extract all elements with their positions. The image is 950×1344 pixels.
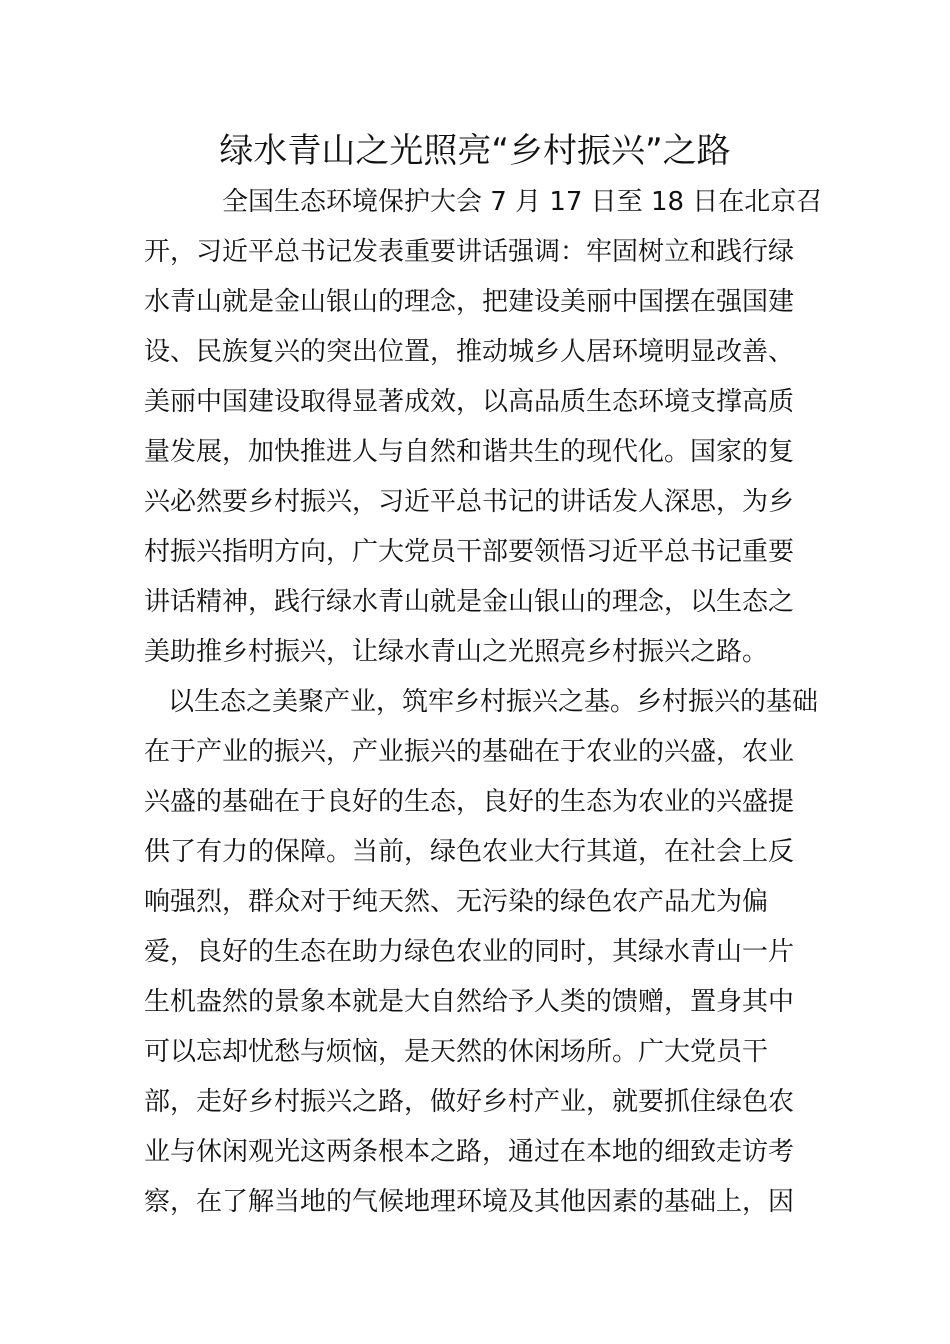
paragraph-line: 村振兴指明方向，广大党员干部要领悟习近平总书记重要 xyxy=(144,537,795,567)
document-title: 绿水青山之光照亮“乡村振兴”之路 xyxy=(219,131,731,171)
paragraph-line: 在于产业的振兴，产业振兴的基础在于农业的兴盛，农业 xyxy=(144,737,795,767)
paragraph-2 xyxy=(144,677,819,1227)
paragraph-line: 响强烈，群众对于纯天然、无污染的绿色农产品尤为偏 xyxy=(144,887,769,917)
paragraph-1 xyxy=(144,177,823,677)
paragraph-line: 水青山就是金山银山的理念，把建设美丽中国摆在强国建 xyxy=(144,287,795,317)
paragraph-line: 开，习近平总书记发表重要讲话强调：牢固树立和践行绿 xyxy=(144,237,795,267)
paragraph-line: 察，在了解当地的气候地理环境及其他因素的基础上，因 xyxy=(144,1187,795,1217)
paragraph-line: 爱，良好的生态在助力绿色农业的同时，其绿水青山一片 xyxy=(144,937,795,967)
paragraph-line: 生机盎然的景象本就是大自然给予人类的馈赠，置身其中 xyxy=(144,987,795,1017)
paragraph-line: 兴必然要乡村振兴，习近平总书记的讲话发人深思，为乡 xyxy=(144,487,795,517)
paragraph-line: 量发展，加快推进人与自然和谐共生的现代化。国家的复 xyxy=(144,437,795,467)
document-body xyxy=(144,177,823,1227)
paragraph-line: 设、民族复兴的突出位置，推动城乡人居环境明显改善、 xyxy=(144,337,795,367)
paragraph-line: 部，走好乡村振兴之路，做好乡村产业，就要抓住绿色农 xyxy=(144,1087,795,1117)
paragraph-line: 供了有力的保障。当前，绿色农业大行其道，在社会上反 xyxy=(144,837,795,867)
paragraph-line: 可以忘却忧愁与烦恼，是天然的休闲场所。广大党员干 xyxy=(144,1037,769,1067)
paragraph-line: 以生态之美聚产业，筑牢乡村振兴之基。乡村振兴的基础 xyxy=(168,687,819,717)
paragraph-line: 业与休闲观光这两条根本之路，通过在本地的细致走访考 xyxy=(144,1137,795,1167)
paragraph-line: 全国生态环境保护大会 7 月 17 日至 18 日在北京召 xyxy=(222,187,823,217)
paragraph-line: 讲话精神，践行绿水青山就是金山银山的理念，以生态之 xyxy=(144,587,795,617)
paragraph-line: 美丽中国建设取得显著成效，以高品质生态环境支撑高质 xyxy=(144,387,795,417)
paragraph-line: 美助推乡村振兴，让绿水青山之光照亮乡村振兴之路。 xyxy=(144,637,769,667)
paragraph-line: 兴盛的基础在于良好的生态，良好的生态为农业的兴盛提 xyxy=(144,787,795,817)
